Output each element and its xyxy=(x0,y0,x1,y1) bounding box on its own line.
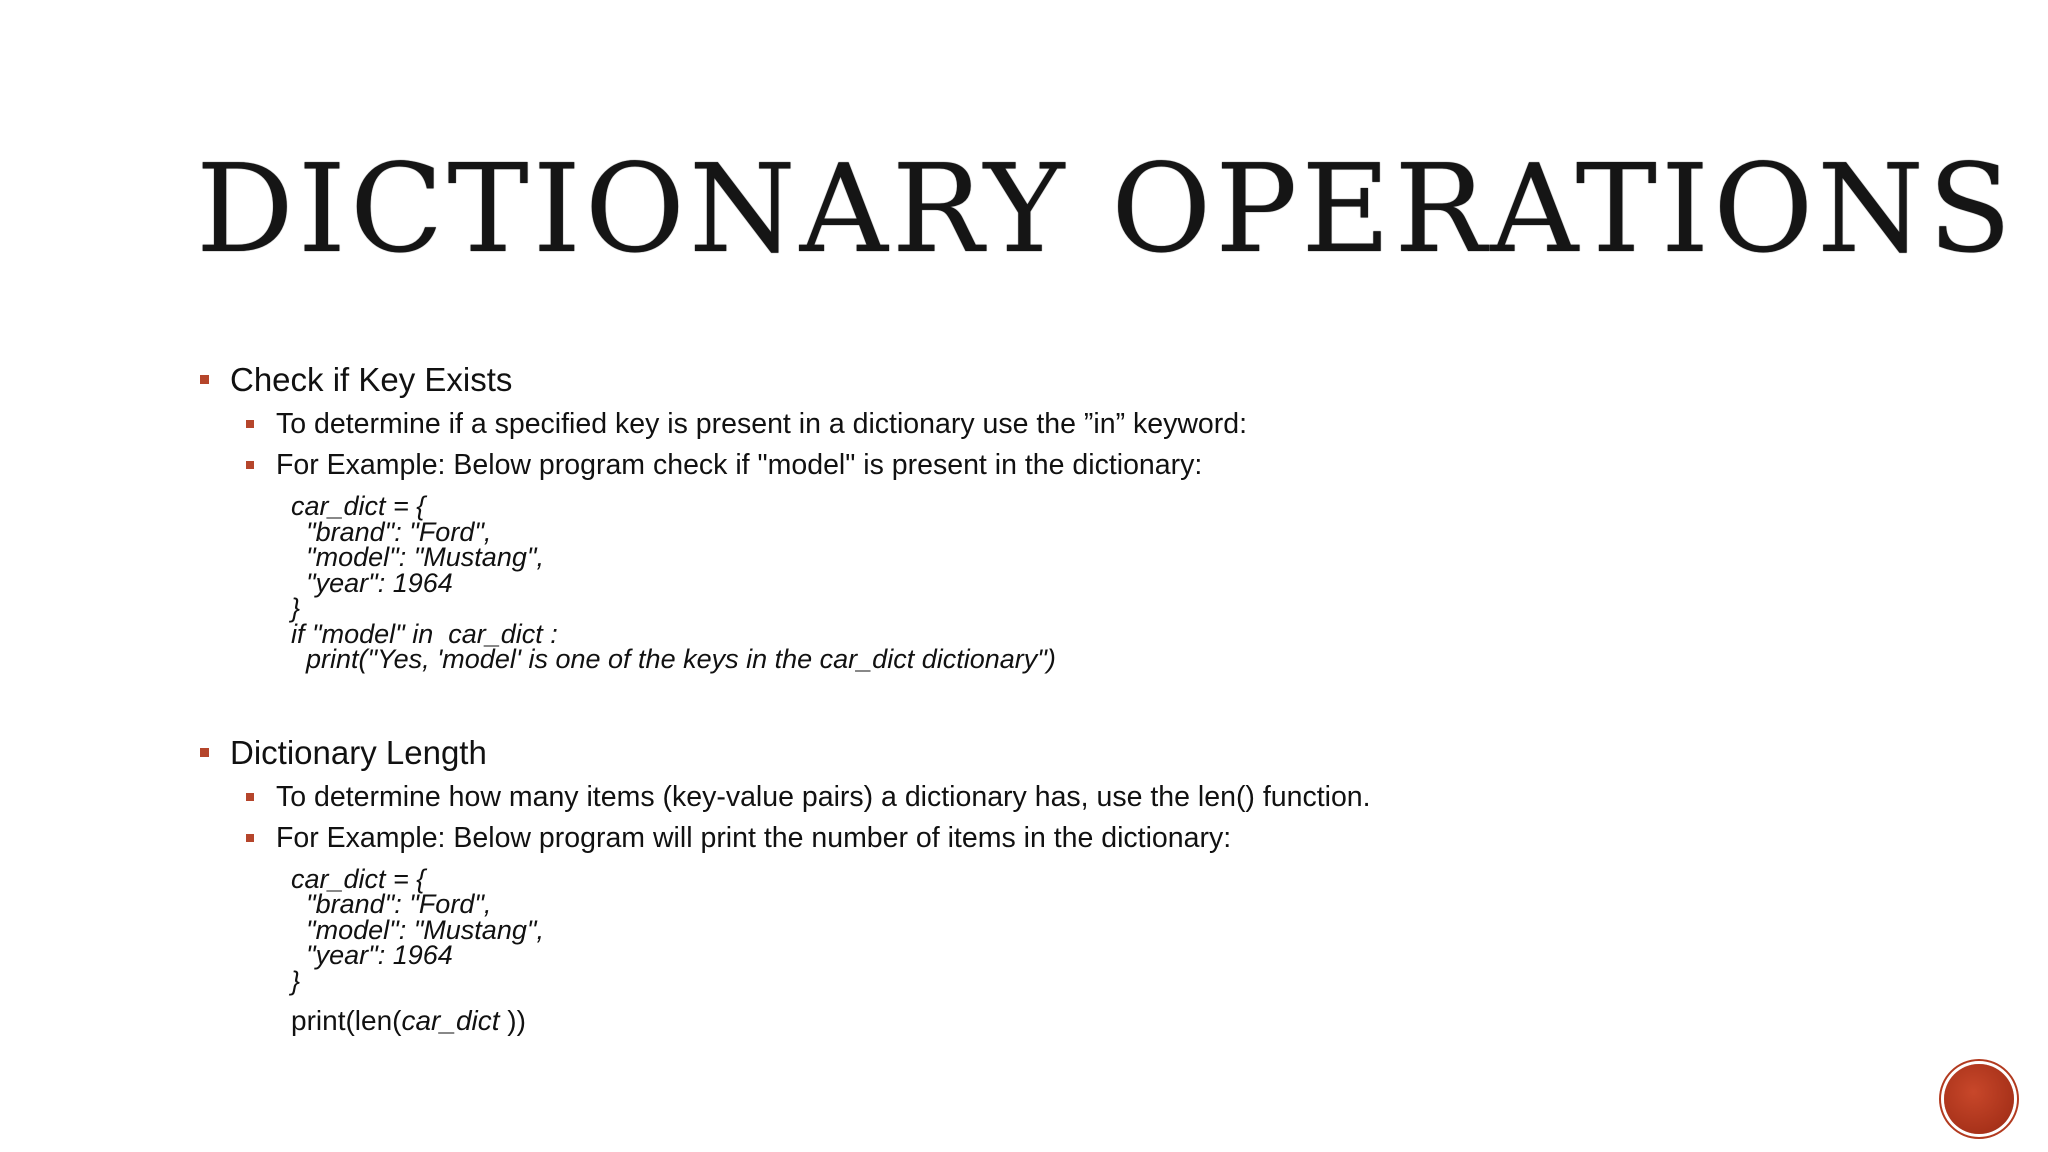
code-line: "year": 1964 xyxy=(291,567,453,598)
code-line: } xyxy=(291,593,301,623)
code-line: car_dict = { xyxy=(291,863,426,894)
circle-button-icon[interactable] xyxy=(1944,1064,2014,1134)
square-bullet-icon xyxy=(246,793,254,801)
square-bullet-icon xyxy=(246,461,254,469)
code-block xyxy=(291,491,1898,674)
bullet-heading xyxy=(198,356,1898,404)
code-line: "brand": "Ford", xyxy=(291,889,492,919)
sub-bullet-text: For Example: Below program check if "model" is present in the dictionary: xyxy=(276,449,1203,481)
slide-title: DICTIONARY OPERATIONS xyxy=(196,138,2016,280)
square-bullet-icon xyxy=(246,834,254,842)
print-line xyxy=(291,1004,1898,1038)
code-line: car_dict = { xyxy=(291,491,426,521)
code-line: "model": "Mustang", xyxy=(291,542,544,572)
bullet-heading xyxy=(198,729,1898,777)
sub-bullet xyxy=(244,777,1898,818)
sub-bullet xyxy=(244,445,1898,486)
heading-text: Check if Key Exists xyxy=(230,361,513,398)
sub-bullet xyxy=(244,818,1898,859)
print-suffix: )) xyxy=(499,1005,526,1036)
code-line: "model": "Mustang", xyxy=(291,914,544,945)
section-check-key xyxy=(198,356,1898,673)
code-line: "year": 1964 xyxy=(291,940,453,970)
print-prefix: print(len( xyxy=(291,1005,402,1036)
code-line: print("Yes, 'model' is one of the keys in the car_dict dictionary") xyxy=(291,644,1056,674)
code-line: if "model" in car_dict : xyxy=(291,618,558,649)
sub-bullet-text: For Example: Below program will print the number of items in the dictionary: xyxy=(276,821,1232,854)
slide-content xyxy=(198,356,1898,1038)
sub-bullet-text: To determine if a specified key is present in a dictionary use the ”in” keyword: xyxy=(276,408,1248,440)
code-line: "brand": "Ford", xyxy=(291,516,492,547)
code-line: } xyxy=(291,965,301,996)
code-block xyxy=(291,863,1898,996)
square-bullet-icon xyxy=(200,748,209,757)
print-arg: car_dict xyxy=(401,1005,500,1036)
square-bullet-icon xyxy=(200,375,209,384)
section-dict-length xyxy=(198,729,1898,1039)
sub-bullet xyxy=(244,404,1898,445)
square-bullet-icon xyxy=(246,420,254,428)
sub-bullet-text: To determine how many items (key-value pairs) a dictionary has, use the len() function. xyxy=(276,780,1371,813)
heading-text: Dictionary Length xyxy=(230,733,487,771)
